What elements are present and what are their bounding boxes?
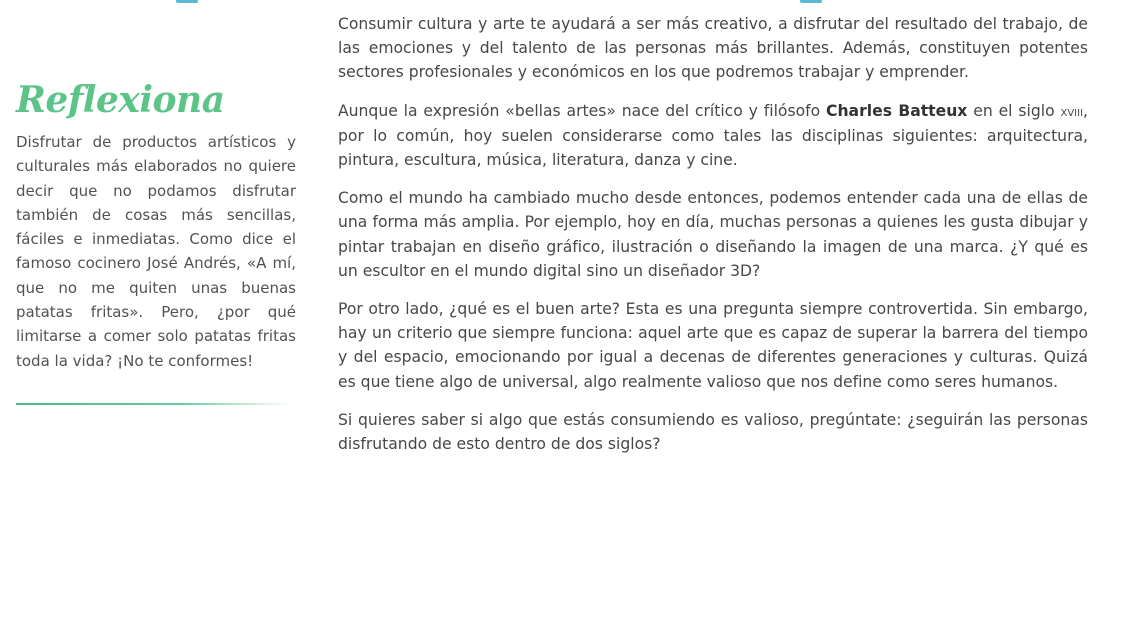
sidebar-divider	[16, 403, 291, 405]
paragraph-1: Consumir cultura y arte te ayudará a ser más creativo, a disfrutar del resultado del trabajo, de las emociones y del talento de las personas más brillantes. Además, constituyen potentes sectores profesionales y económicos en los que podremos trabajar y emprender.	[338, 15, 1088, 82]
paragraph-2-mid: en el siglo	[967, 101, 1061, 120]
top-accent-mark	[800, 0, 822, 3]
reflexiona-sidebar	[16, 80, 298, 405]
paragraph-2-start: Aunque la expresión «bellas artes» nace del crítico y filósofo	[338, 101, 827, 120]
paragraph-2	[338, 99, 1088, 173]
highlighted-name: Charles Batteux	[826, 101, 968, 120]
sidebar-body-text: Disfrutar de productos artísticos y culturales más elaborados no quiere decir que no podamos disfrutar también de cosas más sencillas, fáciles e inmediatas. Como dice el famoso cocinero José Andrés, «A mí, que no me quiten unas buenas patatas fritas». Pero, ¿por qué limitarse a comer solo patatas fritas toda la vida? ¡No te conformes!	[16, 133, 296, 370]
paragraph-3: Como el mundo ha cambiado mucho desde entonces, podemos entender cada una de ellas de una forma más amplia. Por ejemplo, hoy en día, muchas personas a quienes les gusta dibujar y pintar trabajan en diseño gráfico, ilustración o diseñando la imagen de una marca. ¿Y qué es un escultor en el mundo digital sino un diseñador 3D?	[338, 189, 1088, 280]
top-accent-mark	[176, 0, 198, 3]
paragraph-2-end: , por lo común, hoy suelen considerarse como tales las disciplinas siguientes: arquitectura, pintura, escultura, música, literatura, danza y cine.	[338, 101, 1088, 170]
paragraph-4: Por otro lado, ¿qué es el buen arte? Esta es una pregunta siempre controvertida. Sin embargo, hay un criterio que siempre funciona: aquel arte que es capaz de superar la barrera del tiempo y del espacio, emocionando por igual a decenas de diferentes generaciones y culturas. Quizá es que tiene algo de universal, algo realmente valioso que nos define como seres humanos.	[338, 300, 1088, 391]
century-numeral: xviii	[1060, 103, 1084, 120]
sidebar-title: Reflexiona	[16, 79, 225, 121]
paragraph-5: Si quieres saber si algo que estás consumiendo es valioso, pregúntate: ¿seguirán las personas disfrutando de esto dentro de dos siglos?	[338, 410, 1088, 454]
main-article	[338, 12, 1088, 470]
top-accent-strip	[0, 0, 1132, 3]
